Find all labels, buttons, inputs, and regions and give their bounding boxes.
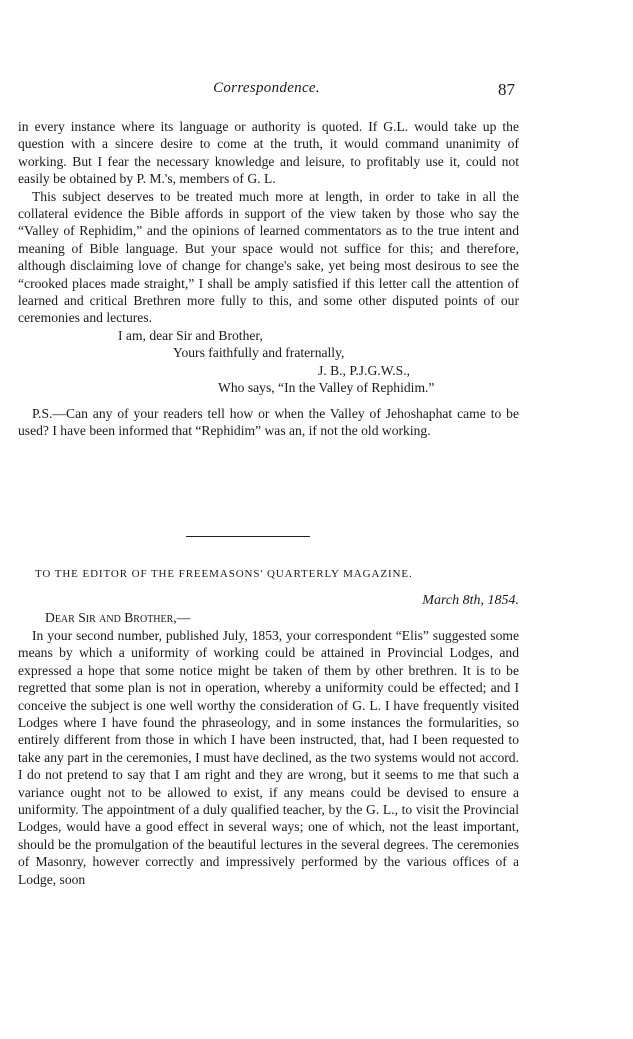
letter-addressee: TO THE EDITOR OF THE FREEMASONS' QUARTERLY MAGAZINE. <box>35 568 413 580</box>
postscript: P.S.—Can any of your readers tell how or when the Valley of Jehoshaphat came to be used? I have been informed that “Rephidim” was an, if not the old working. <box>18 405 519 438</box>
signature-line: Yours faithfully and fraternally, <box>173 345 345 361</box>
signature-line: Who says, “In the Valley of Rephidim.” <box>218 380 435 396</box>
letter-salutation: Dear Sir and Brother,— <box>45 610 191 625</box>
letter-body: In your second number, published July, 1853, your correspondent “Elis” suggested some means by which a uniformity of working could be attained in Provincial Lodges, and expressed a hope that some notice might be taken of them by other brethren. It is to be regretted that some plan is not in operation, whereby a uniformity could be effected; and I conceive the subject is one well worthy the consideration of G. L. I have frequently visited Lodges where I have found the phraseology, and in some instances the formularities, so entirely different from those in which I have been instructed, that, had I been requested to take any part in the ceremonies, I must have declined, as the two systems would not accord. I do not pretend to say that I am right and they are wrong, but it seems to me that such a variance ought not to be allowed to exist, if any means could be devised to ensure a uniformity. The appointment of a duly qualified teacher, by the G. L., to visit the Provincial Lodges, would have a good effect in several ways; one of which, not the least important, should be the promulgation of the beautiful lectures in the several degrees. The ceremonies of Masonry, however correctly and impressively performed by the various offices of a Lodge, soon <box>18 628 519 887</box>
signature-line: I am, dear Sir and Brother, <box>118 327 263 343</box>
second-letter <box>18 627 519 888</box>
first-letter <box>18 118 519 439</box>
page-header <box>18 80 515 104</box>
signature-name: J. B., P.J.G.W.S., <box>318 362 411 378</box>
section-divider <box>186 536 310 537</box>
paragraph: in every instance where its language or authority is quoted. If G.L. would take up the question with a sincere desire to come at the truth, it would command unanimity of working. But I fear the necessary knowledge and leisure, to profitably use it, could not easily be obtained by P. M.'s, members of G. L. <box>18 119 519 187</box>
paragraph: This subject deserves to be treated much more at length, in order to take in all the collateral evidence the Bible affords in support of the view taken by those who say the “Valley of Rephidim,” and the opinions of learned commentators as to the true intent and meaning of Bible language. But your space would not suffice for this; and therefore, although disclaiming love of change for change's sake, yet being most desirous to see the “crooked places made straight,” I shall be amply satisfied if this letter call the attention of learned and critical Brethren more fully to this, and some other disputed points of our ceremonies and lectures. <box>18 188 519 326</box>
page-number: 87 <box>498 80 515 99</box>
letter-date: March 8th, 1854. <box>422 593 519 608</box>
running-title: Correspondence. <box>213 80 320 96</box>
